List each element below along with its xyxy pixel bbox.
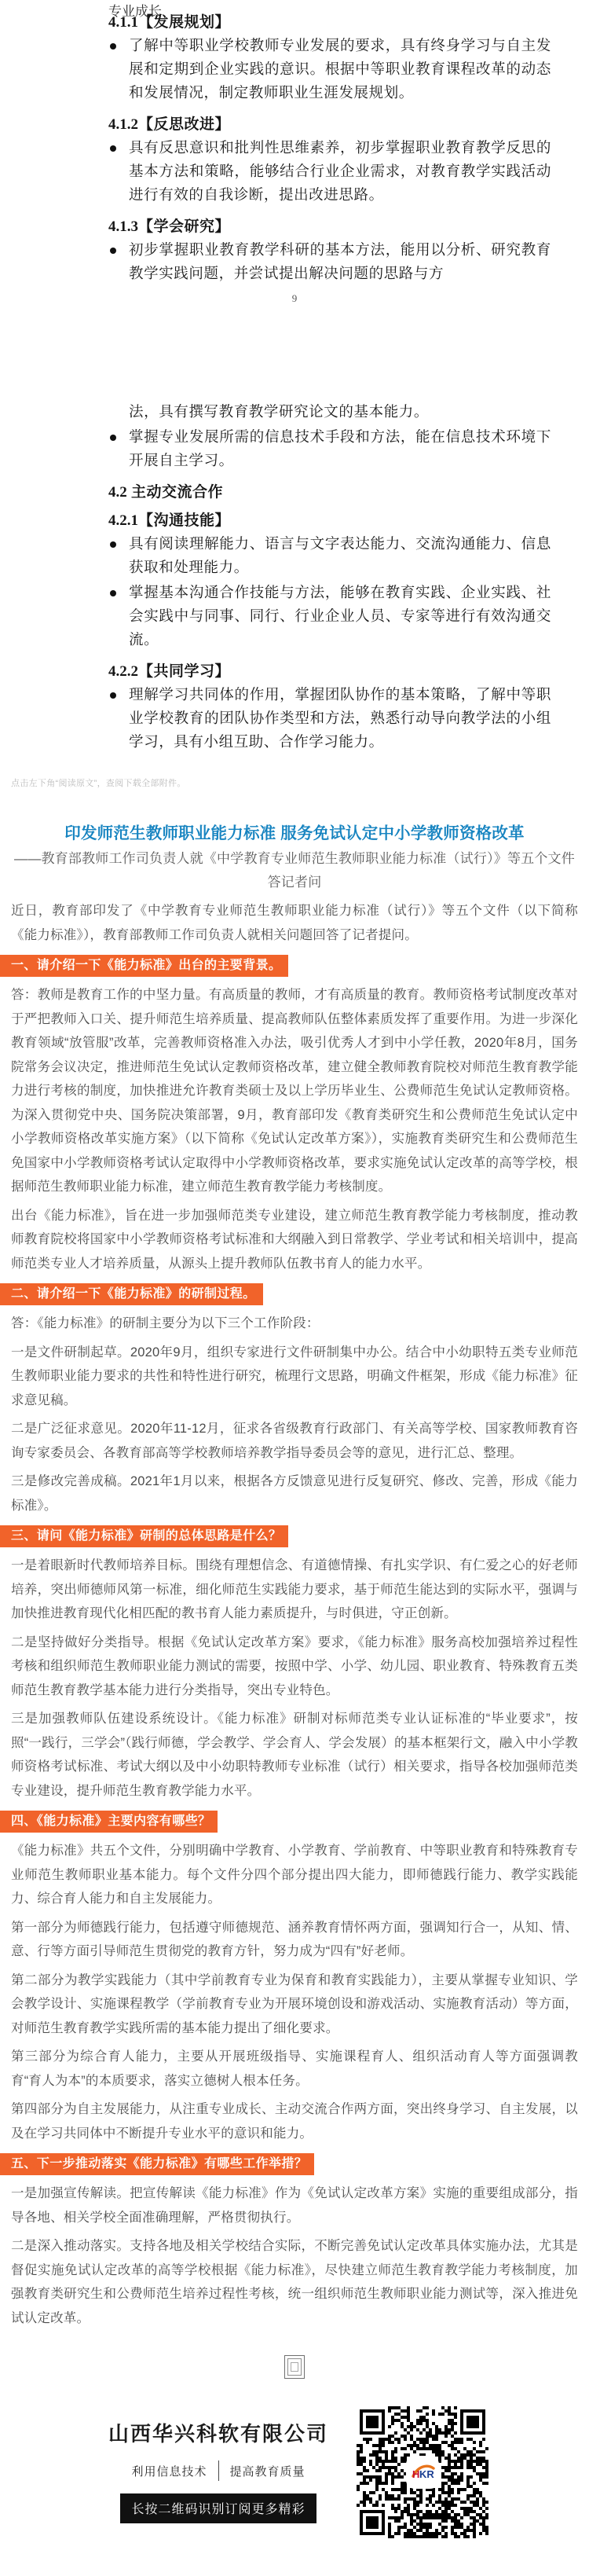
answer-paragraph: 三是加强教师队伍建设系统设计。《能力标准》研制对标师范类专业认证标准的“毕业要求”，按照“一践行，三学会”（践行师德，学会教学、学会育人、学会发展）的基本框架行文，融入中小学教师资格考试标准、考试大纲以及中小幼职特教师专业标准（试行）相关要求，指导各校加强师范类专业建设，提升师范生教育教学能力水平。 <box>11 1712 578 1798</box>
scan-heading-422-label: 【共同学习】 <box>138 663 231 680</box>
question-heading-1: 一、请介绍一下《能力标准》出台的主要背景。 <box>0 955 288 977</box>
tagline-left: 利用信息技术 <box>131 2464 207 2479</box>
question-heading-1-wrap <box>0 955 578 977</box>
scan-heading-413 <box>108 215 551 236</box>
scan-page-top-margin <box>0 306 589 399</box>
scan-heading-42-label: 主动交流合作 <box>131 484 224 501</box>
scan-heading-412-number: 4.1.2 <box>108 116 138 133</box>
answer-paragraph: 第二部分为教学实践能力（其中学前教育专业为保育和教育实践能力），主要从掌握专业知识、学会教学设计、实施课程教学（学前教育专业为开展环境创设和游戏活动、实施教育活动）等方面，对师范生教育教学实践所需的基本能力提出了细化要求。 <box>11 1972 578 2035</box>
answer-paragraph: 二是深入推动落实。支持各地及相关学校结合实际，不断完善免试认定改革具体实施办法，尤其是督促实施免试认定改革的高等学校根据《能力标准》，尽快建立师范生教育教学能力考核制度，加强教育类研究生和公费师范生培养过程性考核，统一组织师范生教师职业能力测试等，深入推进免试认定改革。 <box>11 2239 578 2325</box>
company-tagline <box>101 2460 336 2481</box>
company-name: 山西华兴科软有限公司 <box>108 2423 328 2446</box>
question-heading-4: 四、《能力标准》主要内容有哪些？ <box>0 1811 218 1833</box>
nested-square-icon <box>284 2355 305 2379</box>
scan-heading-411 <box>108 10 551 31</box>
answer-paragraph: 答：《能力标准》的研制主要分为以下三个工作阶段： <box>11 1316 320 1330</box>
scan-bullet-text: 具有反思意识和批判性思维素养，初步掌握职业教育教学反思的基本方法和策略，能够结合行业企业需求，对教育教学实践活动进行有效的自我诊断，提出改进思路。 <box>129 141 551 204</box>
answer-paragraph: 第三部分为综合育人能力，主要从开展班级指导、实施课程育人、组织活动育人等方面强调教育“育人为本”的本质要求，落实立德树人根本任务。 <box>11 2049 578 2088</box>
article-title: 印发师范生教师职业能力标准 服务免试认定中小学教师资格改革 <box>64 824 525 842</box>
subscribe-cta-button[interactable]: 长按二维码识别订阅更多精彩 <box>120 2493 316 2523</box>
scan-bullet <box>108 239 551 286</box>
answer-paragraph: 一是文件研制起草。2020年9月，组织专家进行文件研制集中办公。结合中小幼职特五类专业师范生教师职业能力要求的共性和特性进行研究，梳理行文思路，明确文件框架，形成《能力标准》征求意见稿。 <box>11 1345 578 1407</box>
section-spacer <box>0 789 589 822</box>
qr-code-block[interactable] <box>357 2406 488 2538</box>
answer-paragraph: 出台《能力标准》，旨在进一步加强师范类专业建设，建立师范生教育教学能力考核制度，推动教师教育院校将国家中小学教师资格考试标准和大纲融入到日常教学、学业考试和相关培训中，提高师范类专业人才培养质量，从源头上提升教师队伍教书育人的能力水平。 <box>11 1208 578 1271</box>
bullet-dot-icon <box>110 248 116 254</box>
scan-bullet <box>108 35 551 105</box>
clipped-top-line: 专业成长 <box>108 4 162 19</box>
footer-promo <box>0 2387 589 2576</box>
bullet-dot-icon <box>110 541 116 548</box>
question-heading-4-wrap <box>0 1811 578 1833</box>
answer-paragraph: 二是广泛征求意见。2020年11-12月，征求各省级教育行政部门、有关高等学校、国家教师教育咨询专家委员会、各教育部高等学校教师培养教学指导委员会等的意见，进行汇总、整理。 <box>11 1422 578 1460</box>
scan-bullet <box>108 533 551 580</box>
answer-paragraph: 《能力标准》共五个文件，分别明确中学教育、小学教育、学前教育、中等职业教育和特殊教育专业师范生教师职业基本能力。每个文件分四个部分提出四大能力，即师德践行能力、教学实践能力、综合育人能力和自主发展能力。 <box>11 1844 578 1906</box>
question-heading-2-wrap <box>0 1283 578 1305</box>
scan-heading-421-label: 【沟通技能】 <box>138 512 231 529</box>
qr-center-logo <box>408 2457 437 2487</box>
scan-heading-411-label: 【发展规划】 <box>138 14 231 31</box>
article-subtitle: ——教育部教师工作司负责人就《中学教育专业师范生教师职业能力标准（试行）》等五个文件答记者问 <box>14 851 575 890</box>
article-body <box>0 822 589 2330</box>
scan-heading-413-number: 4.1.3 <box>108 218 138 235</box>
scan-bullet-text: 掌握基本沟通合作技能与方法，能够在教育实践、企业实践、社会实践中与同事、同行、行业企业人员、专家等进行有效沟通交流。 <box>129 585 551 648</box>
scan-heading-421-number: 4.2.1 <box>108 512 138 529</box>
scan-heading-42 <box>108 480 551 501</box>
scan-bullet-text: 具有阅读理解能力、语言与文字表达能力、交流沟通能力、信息获取和处理能力。 <box>129 537 551 576</box>
answer-paragraph: 一是着眼新时代教师培养目标。围绕有理想信念、有道德情操、有扎实学识、有仁爱之心的好老师培养，突出师德师风第一标准，细化师范生实践能力要求，基于师范生能达到的实际水平，强调与加快推进教育现代化相匹配的教书育人能力素质提升，与时俱进，守正创新。 <box>11 1558 578 1620</box>
scan-heading-422 <box>108 659 551 681</box>
bullet-dot-icon <box>110 43 116 50</box>
answer-paragraph: 三是修改完善成稿。2021年1月以来，根据各方反馈意见进行反复研究、修改、完善，形成《能力标准》。 <box>11 1474 578 1513</box>
footer-text-block <box>101 2421 336 2523</box>
scan-bullet <box>108 684 551 754</box>
tagline-divider-icon <box>218 2460 219 2481</box>
scan-continued-line: 法，具有撰写教育教学研究论文的基本能力。 <box>129 405 430 420</box>
scan-heading-411-number: 4.1.1 <box>108 14 138 31</box>
question-heading-3: 三、请问《能力标准》研制的总体思路是什么？ <box>0 1525 288 1547</box>
article-lead-paragraph: 近日，教育部印发了《中学教育专业师范生教师职业能力标准（试行）》等五个文件（以下简称《能力标准》），教育部教师工作司负责人就相关问题回答了记者提问。 <box>11 904 578 942</box>
scan-heading-412 <box>108 112 551 134</box>
scan-heading-422-number: 4.2.2 <box>108 663 138 680</box>
question-heading-3-wrap <box>0 1525 578 1547</box>
scan-page-number: 9 <box>291 292 298 304</box>
answer-paragraph: 第一部分为师德践行能力，包括遵守师德规范、涵养教育情怀两方面，强调知行合一，从知、情、意、行等方面引导师范生贯彻党的教育方针，努力成为“四有”好老师。 <box>11 1920 578 1958</box>
question-heading-5: 五、下一步推动落实《能力标准》有哪些工作举措？ <box>0 2153 314 2175</box>
answer-paragraph: 二是坚持做好分类指导。根据《免试认定改革方案》要求，《能力标准》服务高校加强培养过程性考核和组织师范生教师职业能力测试的需要，按照中学、小学、幼儿园、职业教育、特殊教育五类师范生教育教学基本能力进行分类指导，突出专业特色。 <box>11 1635 578 1697</box>
scan-bullet-text: 初步掌握职业教育教学科研的基本方法，能用以分析、研究教育教学实践问题，并尝试提出解决问题的思路与方 <box>129 243 551 282</box>
bullet-dot-icon <box>110 435 116 441</box>
bullet-dot-icon <box>110 590 116 596</box>
question-heading-5-wrap <box>0 2153 578 2175</box>
scan-heading-42-number: 4.2 <box>108 484 127 501</box>
tagline-right: 提高教育质量 <box>229 2464 305 2479</box>
scan-bullet-text: 理解学习共同体的作用，掌握团队协作的基本策略，了解中等职业学校教育的团队协作类型和方法，熟悉行动导向教学法的小组学习，具有小组互助、合作学习能力。 <box>129 688 551 750</box>
scan-bullet <box>108 582 551 652</box>
scan-bullet <box>108 426 551 473</box>
bullet-dot-icon <box>110 145 116 152</box>
hkr-logo-icon <box>409 2459 436 2486</box>
question-heading-2: 二、请介绍一下《能力标准》的研制过程。 <box>0 1283 263 1305</box>
scan-heading-412-label: 【反思改进】 <box>138 116 231 133</box>
read-original-hint: 点击左下角“阅读原文”，查阅下载全部附件。 <box>11 779 186 788</box>
scanned-document-region <box>0 0 589 789</box>
answer-paragraph: 第四部分为自主发展能力，从注重专业成长、主动交流合作两方面，突出终身学习、自主发展，以及在学习共同体中不断提升专业水平的意识和能力。 <box>11 2102 578 2141</box>
answer-paragraph: 答：教师是教育工作的中坚力量。有高质量的教师，才有高质量的教育。教师资格考试制度改革对于严把教师入口关、提升师范生培养质量、提高教师队伍整体素质发挥了重要作用。为进一步深化教育领域“放管服”改革，完善教师资格准入办法，吸引优秀人才到中小学任教，2020年8月，国务院常务会议决定，推进师范生免试认定教师资格改革，建立健全教师教育院校对师范生教育教学能力进行考核的制度，加快推进允许教育类硕士及以上学历毕业生、公费师范生免试认定教师资格。为深入贯彻党中央、国务院决策部署，9月，教育部印发《教育类研究生和公费师范生免试认定中小学教师资格改革实施方案》（以下简称《免试认定改革方案》），实施教育类研究生和公费师范生免国家中小学教师资格考试认定取得中小学教师资格改革，要求实施免试认定改革的高等学校，根据师范生教师职业能力标准，建立师范生教育教学能力考核制度。 <box>11 988 578 1194</box>
divider-ornament <box>0 2335 589 2387</box>
svg-text:KR: KR <box>419 2468 434 2480</box>
scan-bullet-text: 掌握专业发展所需的信息技术手段和方法，能在信息技术环境下开展自主学习。 <box>129 430 551 469</box>
scan-heading-421 <box>108 508 551 530</box>
answer-paragraph: 一是加强宣传解读。把宣传解读《能力标准》作为《免试认定改革方案》实施的重要组成部分，指导各地、相关学校全面准确理解，严格贯彻执行。 <box>11 2186 578 2225</box>
bullet-dot-icon <box>110 692 116 699</box>
scan-heading-413-label: 【学会研究】 <box>138 218 231 235</box>
scan-bullet <box>108 137 551 207</box>
scan-bullet-text: 了解中等职业学校教师专业发展的要求，具有终身学习与自主发展和定期到企业实践的意识。根据中等职业教育课程改革的动态和发展情况，制定教师职业生涯发展规划。 <box>129 39 551 101</box>
svg-text:H: H <box>412 2468 420 2480</box>
